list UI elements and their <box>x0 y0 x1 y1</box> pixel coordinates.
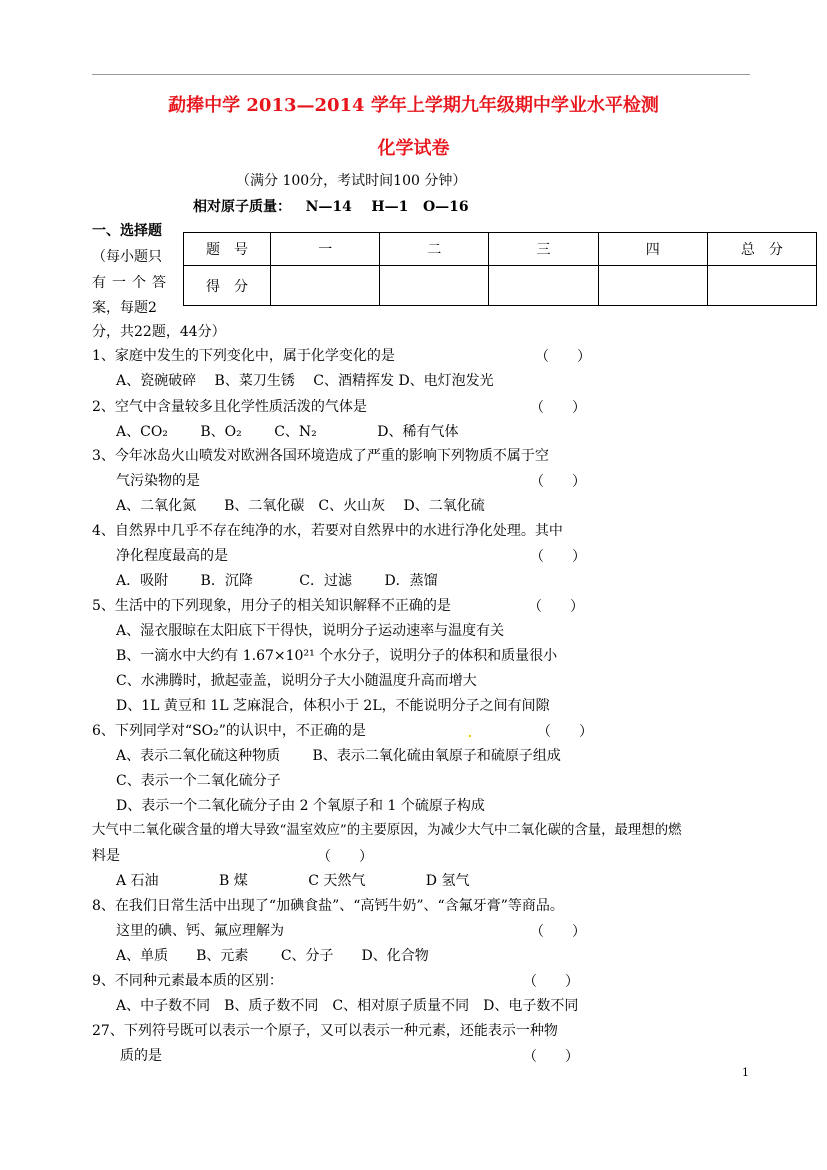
section-note-2: 有一个答 <box>92 275 172 291</box>
section-title: 一、选择题 <box>92 223 162 239</box>
question-stem: 质的是 <box>120 1048 162 1064</box>
question-options: C、水沸腾时，掀起壶盖，说明分子大小随温度升高而增大 <box>116 673 477 689</box>
question-options: D、1L 黄豆和 1L 芝麻混合，体积小于 2L，不能说明分子之间有间隙 <box>116 698 550 714</box>
question-options: A、单质 B、元素 C、分子 D、化合物 <box>116 948 429 964</box>
question-stem: 1、家庭中发生的下列变化中，属于化学变化的是 <box>92 348 395 364</box>
question-options: B、一滴水中大约有 1.67×10²¹ 个水分子，说明分子的体积和质量很小 <box>116 648 558 664</box>
score-header-cell: 二 <box>380 233 489 266</box>
question-stem: 4、自然界中几乎不存在纯净的水，若要对自然界中的水进行净化处理。其中 <box>92 523 563 539</box>
question-options: A 石油 B 煤 C 天然气 D 氢气 <box>116 873 470 889</box>
exam-subtitle: 化学试卷 <box>377 138 450 159</box>
question-stem: 8、在我们日常生活中出现了“加碘食盐”、“高钙牛奶”、“含氟牙膏”等商品。 <box>92 898 564 914</box>
section-note-4: 分，共22题，44分） <box>92 324 226 340</box>
score-table <box>183 232 817 306</box>
score-cell[interactable] <box>598 266 707 306</box>
question-stem: 3、今年冰岛火山喷发对欧洲各国环境造成了严重的影响下列物质不属于空 <box>92 448 549 464</box>
exam-info: （满分 100分，考试时间100 分钟） <box>236 173 467 189</box>
answer-paren: （ ） <box>523 974 579 990</box>
score-cell[interactable] <box>489 266 598 306</box>
page-number: 1 <box>742 1066 749 1079</box>
score-header-cell: 一 <box>271 233 380 266</box>
question-options: A、CO₂ B、O₂ C、N₂ D、稀有气体 <box>116 424 459 440</box>
question-options: D、表示一个二氧化硫分子由 2 个氧原子和 1 个硫原子构成 <box>116 798 485 814</box>
atomic-mass-line: 相对原子质量： N—14 H—1 O—16 <box>193 199 469 215</box>
score-header-cell: 题 号 <box>184 233 271 266</box>
answer-paren: （ ） <box>530 474 586 490</box>
question-options: A、表示二氧化硫这种物质 B、表示二氧化硫由氧原子和硫原子组成 <box>116 748 561 764</box>
question-options: C、表示一个二氧化硫分子 <box>116 773 281 789</box>
question-stem: 这里的碘、钙、氟应理解为 <box>116 923 284 939</box>
answer-paren: （ ） <box>537 724 593 740</box>
answer-paren: （ ） <box>530 400 586 416</box>
question-stem: 料是 <box>92 848 120 864</box>
question-options: A、湿衣服晾在太阳底下干得快，说明分子运动速率与温度有关 <box>116 623 505 639</box>
question-stem: 大气中二氧化碳含量的增大导致“温室效应”的主要原因，为减少大气中二氧化碳的含量，最理想的燃 <box>92 823 682 838</box>
question-options: A．吸附 B．沉降 C．过滤 D．蒸馏 <box>116 573 438 589</box>
section-note-1: （每小题只 <box>92 249 162 265</box>
question-options: A、中子数不同 B、质子数不同 C、相对原子质量不同 D、电子数不同 <box>116 998 579 1014</box>
answer-paren: （ ） <box>530 549 586 565</box>
question-stem: 气污染物的是 <box>116 473 200 489</box>
score-row-label: 得 分 <box>184 266 271 306</box>
answer-paren: （ ） <box>317 849 373 865</box>
score-cell[interactable] <box>380 266 489 306</box>
answer-paren: （ ） <box>523 1049 579 1065</box>
answer-paren: （ ） <box>530 924 586 940</box>
score-cell[interactable] <box>707 266 816 306</box>
question-stem: 2、空气中含量较多且化学性质活泼的气体是 <box>92 399 367 415</box>
answer-paren: （ ） <box>528 599 584 615</box>
question-stem: 9、不同种元素最本质的区别： <box>92 973 283 989</box>
score-header-cell: 总 分 <box>707 233 816 266</box>
question-options: A、二氧化氮 B、二氧化碳 C、火山灰 D、二氧化硫 <box>116 498 485 514</box>
score-cell[interactable] <box>271 266 380 306</box>
question-stem: 净化程度最高的是 <box>116 548 228 564</box>
question-stem: 6、下列同学对“SO₂”的认识中，不正确的是 <box>92 723 366 739</box>
exam-title: 勐捧中学 2013—2014 学年上学期九年级期中学业水平检测 <box>168 95 659 116</box>
decorative-dot <box>469 735 471 737</box>
section-note-3: 案，每题2 <box>92 300 157 316</box>
answer-paren: （ ） <box>535 349 591 365</box>
score-header-cell: 三 <box>489 233 598 266</box>
question-options: A、瓷碗破碎 B、菜刀生锈 C、酒精挥发 D、电灯泡发光 <box>116 373 494 389</box>
score-header-cell: 四 <box>598 233 707 266</box>
question-stem: 5、生活中的下列现象，用分子的相关知识解释不正确的是 <box>92 598 451 614</box>
header-rule <box>92 74 750 75</box>
question-stem: 27、下列符号既可以表示一个原子，又可以表示一种元素，还能表示一种物 <box>92 1023 558 1039</box>
